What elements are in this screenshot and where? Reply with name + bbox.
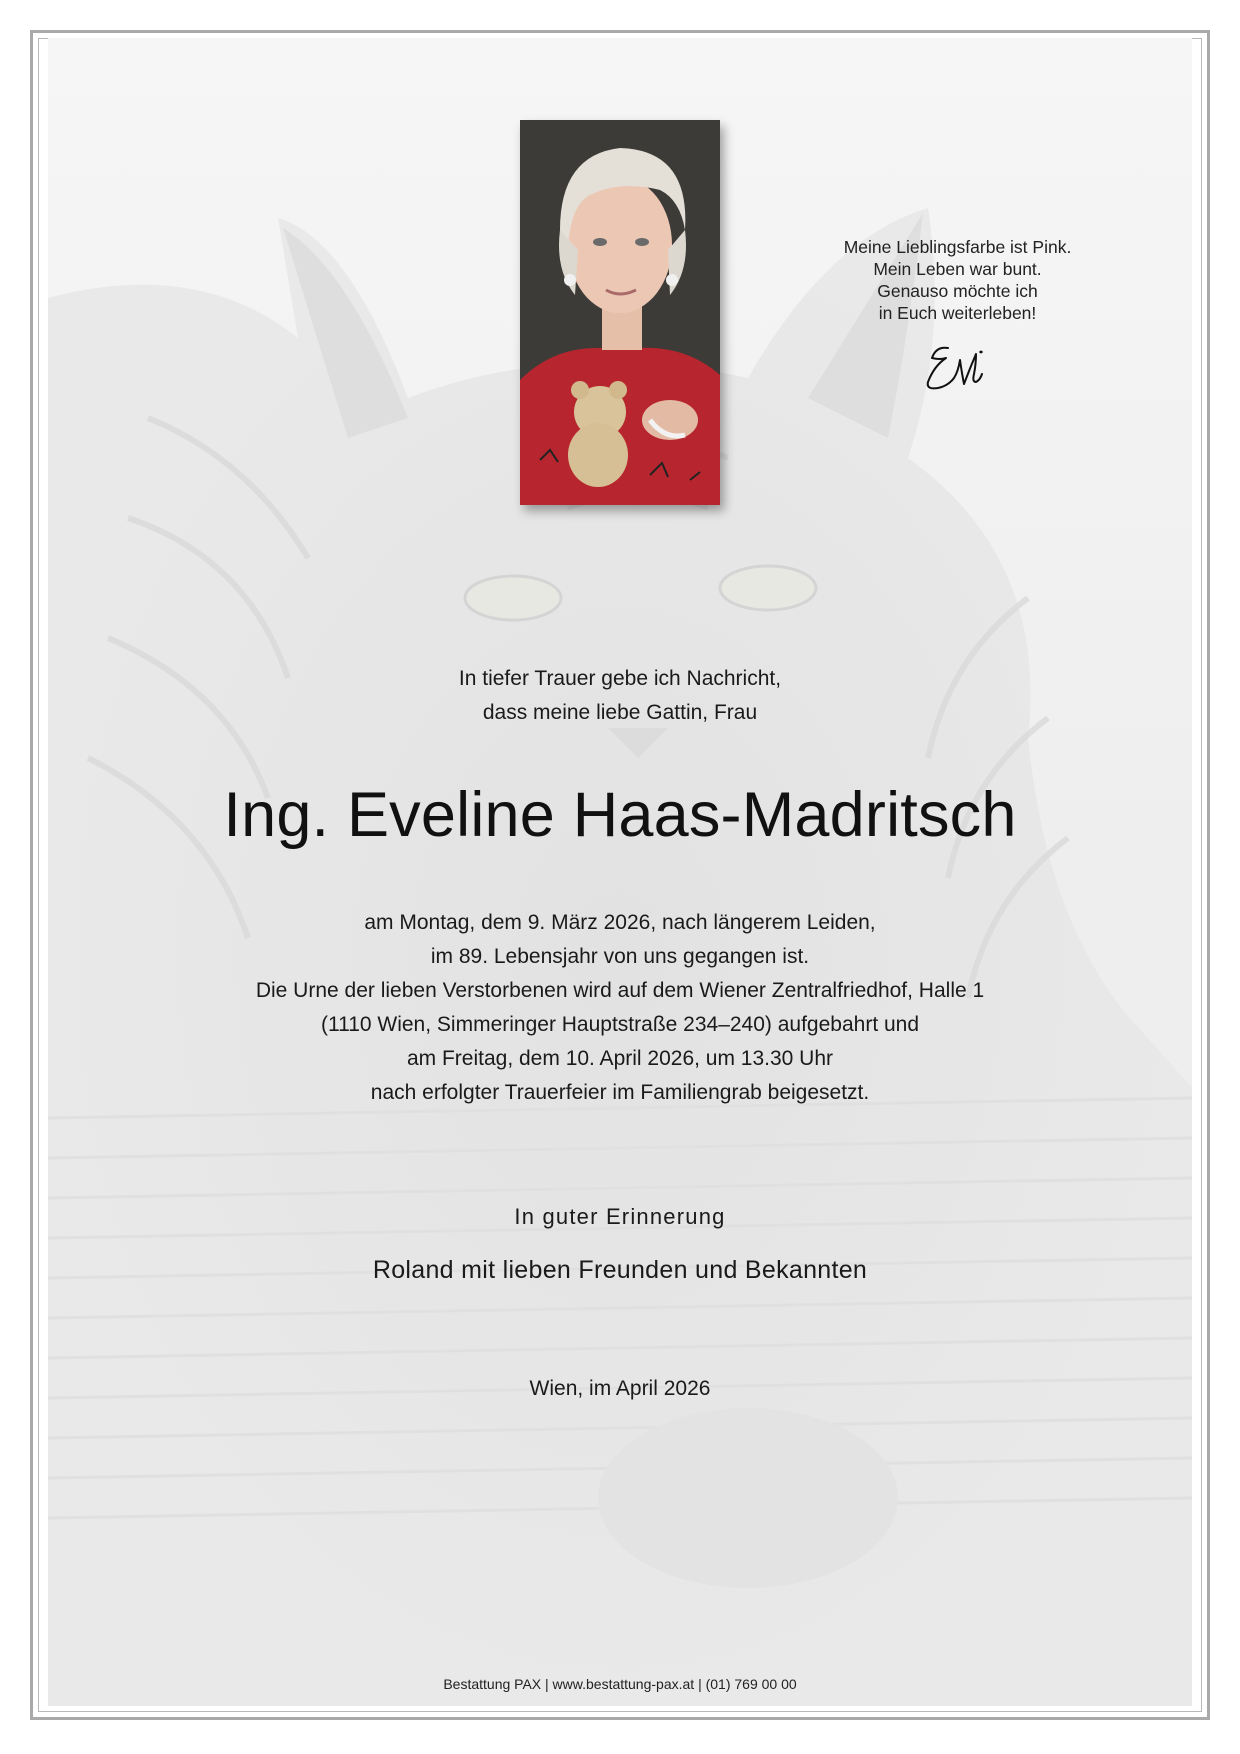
details-line: (1110 Wien, Simmeringer Hauptstraße 234–240) aufgebahrt und xyxy=(320,1013,920,1036)
details-line: nach erfolgter Trauerfeier im Familiengrab beigesetzt. xyxy=(370,1081,870,1104)
intro-text xyxy=(0,662,1240,730)
footer-contact: Bestattung PAX | www.bestattung-pax.at | (01) 769 00 00 xyxy=(443,1676,797,1692)
intro-line: dass meine liebe Gattin, Frau xyxy=(482,701,758,724)
details-line: am Montag, dem 9. März 2026, nach längerem Leiden, xyxy=(364,911,876,934)
quote-block xyxy=(820,236,1095,324)
portrait-photo xyxy=(520,120,720,505)
details-text xyxy=(0,906,1240,1110)
quote-line: Genauso möchte ich xyxy=(877,281,1038,301)
details-line: im 89. Lebensjahr von uns gegangen ist. xyxy=(430,945,810,968)
place-date: Wien, im April 2026 xyxy=(529,1377,711,1400)
details-line: Die Urne der lieben Verstorbenen wird auf dem Wiener Zentralfriedhof, Halle 1 xyxy=(255,979,985,1002)
handwritten-signature xyxy=(918,338,998,400)
quote-line: Meine Lieblingsfarbe ist Pink. xyxy=(843,237,1072,257)
family-signature-text: Roland mit lieben Freunden und Bekannten xyxy=(372,1256,868,1284)
intro-line: In tiefer Trauer gebe ich Nachricht, xyxy=(458,667,782,690)
memory-text: In guter Erinnerung xyxy=(514,1204,726,1229)
deceased-name: Ing. Eveline Haas-Madritsch xyxy=(223,780,1017,850)
quote-line: in Euch weiterleben! xyxy=(878,303,1037,323)
quote-line: Mein Leben war bunt. xyxy=(873,259,1042,279)
details-line: am Freitag, dem 10. April 2026, um 13.30 Uhr xyxy=(406,1047,834,1070)
